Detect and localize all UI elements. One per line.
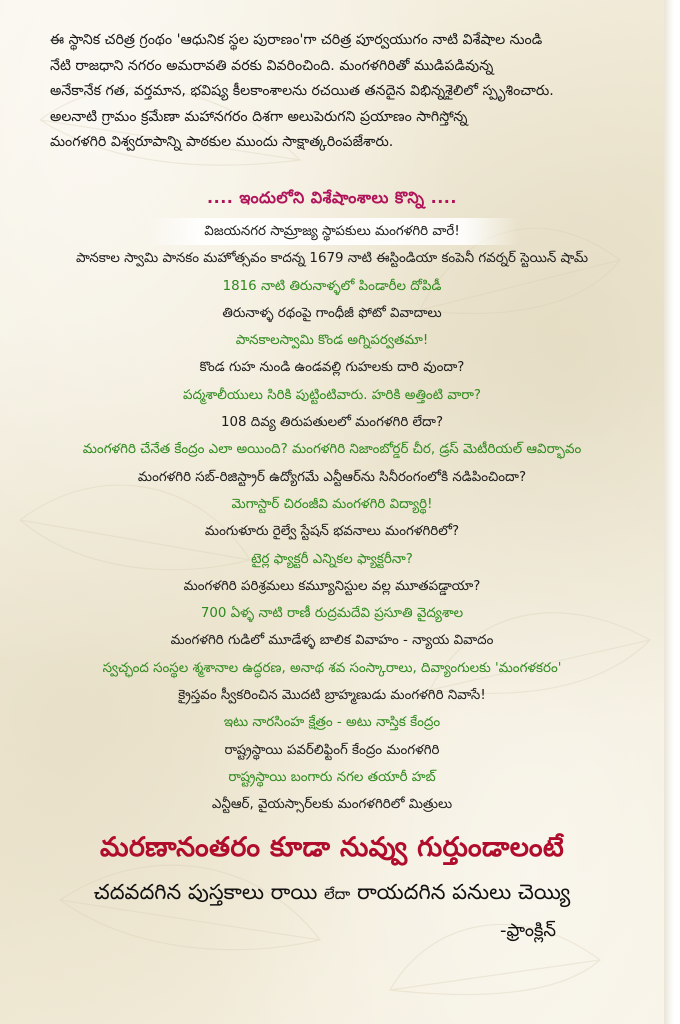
highlights-list: [0, 218, 664, 819]
description-line: అలనాటి గ్రామం క్రమేణా మహానగరం దిశగా అలుపెరుగని ప్రయాణం సాగిస్తోన్న: [50, 108, 468, 125]
highlight-item: కొండ గుహ నుండి ఉండవల్లి గుహలకు దారి వుందా?: [199, 360, 465, 376]
highlight-item: మంగుళూరు రైల్వే స్టేషన్ భవనాలు మంగళగిరిలో?: [204, 524, 460, 540]
highlight-item: పద్మశాలీయులు సిరికి పుట్టింటివారు. హరికి అత్తింటి వారా?: [182, 387, 482, 403]
description-line: ఈ స్థానిక చరిత్ర గ్రంథం 'ఆధునిక స్థల పురాణం'గా చరిత్ర పూర్వయుగం నాటి విశేషాల నుండి: [50, 32, 543, 48]
highlight-item: మంగళగిరి పరిశ్రమలు కమ్యూనిస్టుల వల్ల మూతపడ్డాయా?: [183, 578, 481, 594]
highlight-item: తిరునాళ్ళ రథంపై గాంధీజీ ఫోటో వివాదాలు: [222, 305, 442, 321]
quote-line-part: చదవదగిన పుస్తకాలు రాయి: [93, 880, 325, 904]
quote-line: [0, 880, 664, 910]
highlight-item: మంగళగిరి గుడిలో మూడేళ్ళ బాలిక వివాహం - న్యాయ వివాదం: [170, 633, 494, 649]
highlight-item: క్రైస్తవం స్వీకరించిన మొదటి బ్రాహ్మణుడు మంగళగిరి నివాసే!: [178, 688, 486, 704]
highlight-item: 700 ఏళ్ళ నాటి రాణీ రుద్రమదేవి ప్రసూతి వైద్యశాల: [200, 606, 464, 622]
description-line: అనేకానేక గత, వర్తమాన, భవిష్య కీలకాంశాలను రచయిత తనదైన విభిన్నశైలిలో స్పృశించారు.: [50, 83, 554, 100]
highlight-item: పానకాలస్వామి కొండ అగ్నిపర్వతమా!: [235, 333, 429, 349]
page-edge: [664, 0, 680, 1024]
highlight-item: ఇటు నారసింహ క్షేత్రం - అటు నాస్తిక కేంద్రం: [223, 715, 441, 731]
highlights-heading: .... ఇందులోని విశేషాంశాలు కొన్ని ....: [207, 188, 457, 207]
quote-line-part: రాయదగిన పనులు చెయ్యి: [350, 880, 571, 904]
highlight-item: రాష్ట్రస్థాయి బంగారు నగల తయారీ హబ్: [228, 769, 436, 785]
highlight-item: 1816 నాటి తిరునాళ్ళలో పిండారీల దోపిడీ: [222, 278, 442, 294]
quote-author: -ఫ్రాంక్లిన్: [500, 920, 557, 941]
highlight-item: రాష్ట్రస్థాయి పవర్‌లిఫ్టింగ్ కేంద్రం మంగళగిరి: [224, 742, 440, 758]
highlight-item: మెగాస్టార్ చిరంజీవి మంగళగిరి విద్యార్థి!: [231, 496, 433, 512]
highlight-item: మంగళగిరి సబ్-రిజిస్ట్రార్ ఉద్యోగమే ఎన్టీఆర్‌ను సినీరంగంలోకి నడిపించిందా?: [137, 469, 527, 485]
highlight-item: ఎన్టీఆర్, వైయస్సార్‌లకు మంగళగిరిలో మిత్రులు: [211, 797, 453, 813]
book-description: [50, 28, 630, 156]
highlight-item: మంగళగిరి చేనేత కేంద్రం ఎలా అయింది? మంగళగిరి నిజాంబోర్డర్ చీర, డ్రస్ మెటీరియల్ ఆవిర్భావం: [82, 442, 582, 458]
description-line: మంగళగిరి విశ్వరూపాన్ని పాఠకుల ముందు సాక్షాత్కరింపజేశారు.: [50, 134, 394, 151]
quote-title: మరణానంతరం కూడా నువ్వు గుర్తుండాలంటే: [100, 832, 564, 863]
highlight-item: విజయనగర సామ్రాజ్య స్థాపకులు మంగళగిరి వారే!: [0, 218, 664, 245]
quote-line-or: లేదా: [324, 885, 351, 903]
description-line: నేటి రాజధాని నగరం అమరావతి వరకు వివరించింది. మంగళగిరితో ముడిపడివున్న: [50, 57, 494, 74]
highlight-item: టైర్ల ఫ్యాక్టరీ ఎన్నికల ఫ్యాక్టరీనా?: [251, 551, 413, 567]
highlight-item: పానకాల స్వామి పానకం మహోత్సవం కాదన్న 1679 నాటి ఈస్టిండియా కంపెనీ గవర్నర్ స్టెయిన్ షామ్: [75, 251, 589, 267]
highlight-item: 108 దివ్య తిరుపతులలో మంగళగిరి లేదా?: [220, 415, 444, 431]
highlight-item: స్వచ్ఛంద సంస్థల శ్మశానాల ఉద్ధరణ, అనాథ శవ సంస్కారాలు, దివ్యాంగులకు 'మంగళకరం': [102, 660, 562, 676]
